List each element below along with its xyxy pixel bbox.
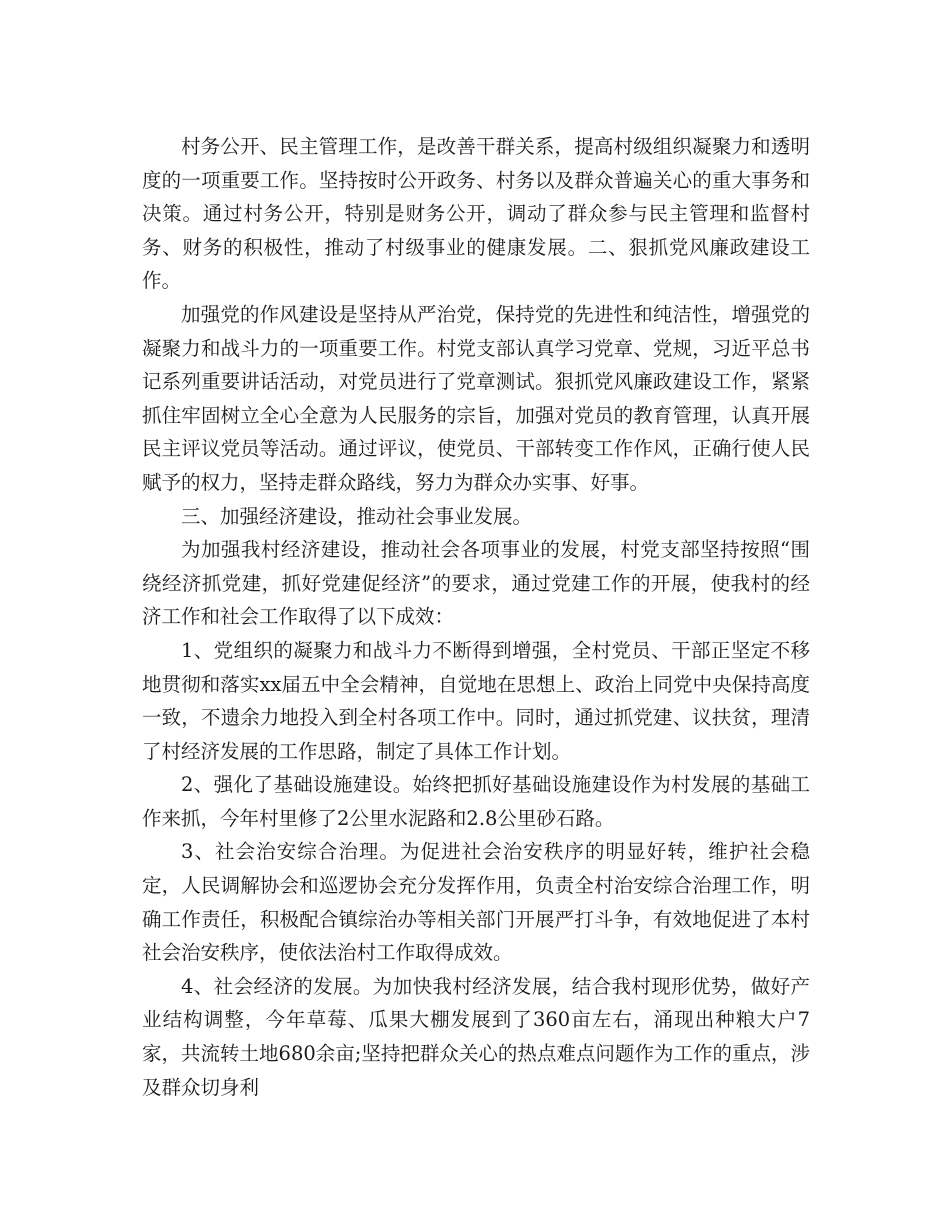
list-item-4: 4、社会经济的发展。为加快我村经济发展，结合我村现形优势，做好产业结构调整，今年草莓、瓜果大棚发展到了360亩左右，涌现出种粮大户7家，共流转土地680余亩;坚持把群众关心的热点难点问题作为工作的重点，涉及群众切身利 <box>142 974 810 1099</box>
document-body <box>142 130 810 1104</box>
paragraph-party-style: 加强党的作风建设是坚持从严治党，保持党的先进性和纯洁性，增强党的凝聚力和战斗力的一项重要工作。村党支部认真学习党章、党规，习近平总书记系列重要讲话活动，对党员进行了党章测试。狠抓党风廉政建设工作，紧紧抓住牢固树立全心全意为人民服务的宗旨，加强对党员的教育管理，认真开展民主评议党员等活动。通过评议，使党员、干部转变工作作风，正确行使人民赋予的权力，坚持走群众路线，努力为群众办实事、好事。 <box>142 302 810 494</box>
paragraph-village-affairs: 村务公开、民主管理工作，是改善干群关系，提高村级组织凝聚力和透明度的一项重要工作。坚持按时公开政务、村务以及群众普遍关心的重大事务和决策。通过村务公开，特别是财务公开，调动了群众参与民主管理和监督村务、财务的积极性，推动了村级事业的健康发展。二、狠抓党风廉政建设工作。 <box>142 135 810 293</box>
list-item-3: 3、社会治安综合治理。为促进社会治安秩序的明显好转，维护社会稳定，人民调解协会和巡逻协会充分发挥作用，负责全村治安综合治理工作，明确工作责任，积极配合镇综治办等相关部门开展严打斗争，有效地促进了本村社会治安秩序，使依法治村工作取得成效。 <box>142 840 810 965</box>
section-heading-economy: 三、加强经济建设，推动社会事业发展。 <box>181 504 533 528</box>
paragraph-economic-construction: 为加强我村经济建设，推动社会各项事业的发展，村党支部坚持按照“围绕经济抓党建，抓好党建促经济”的要求，通过党建工作的开展，使我村的经济工作和社会工作取得了以下成效： <box>142 538 810 629</box>
list-item-2: 2、强化了基础设施建设。始终把抓好基础设施建设作为村发展的基础工作来抓，今年村里修了2公里水泥路和2.8公里砂石路。 <box>142 773 810 830</box>
list-item-1: 1、党组织的凝聚力和战斗力不断得到增强，全村党员、干部正坚定不移地贯彻和落实xx届五中全会精神，自觉地在思想上、政治上同党中央保持高度一致，不遗余力地投入到全村各项工作中。同时，通过抓党建、议扶贫，理清了村经济发展的工作思路，制定了具体工作计划。 <box>142 638 810 763</box>
